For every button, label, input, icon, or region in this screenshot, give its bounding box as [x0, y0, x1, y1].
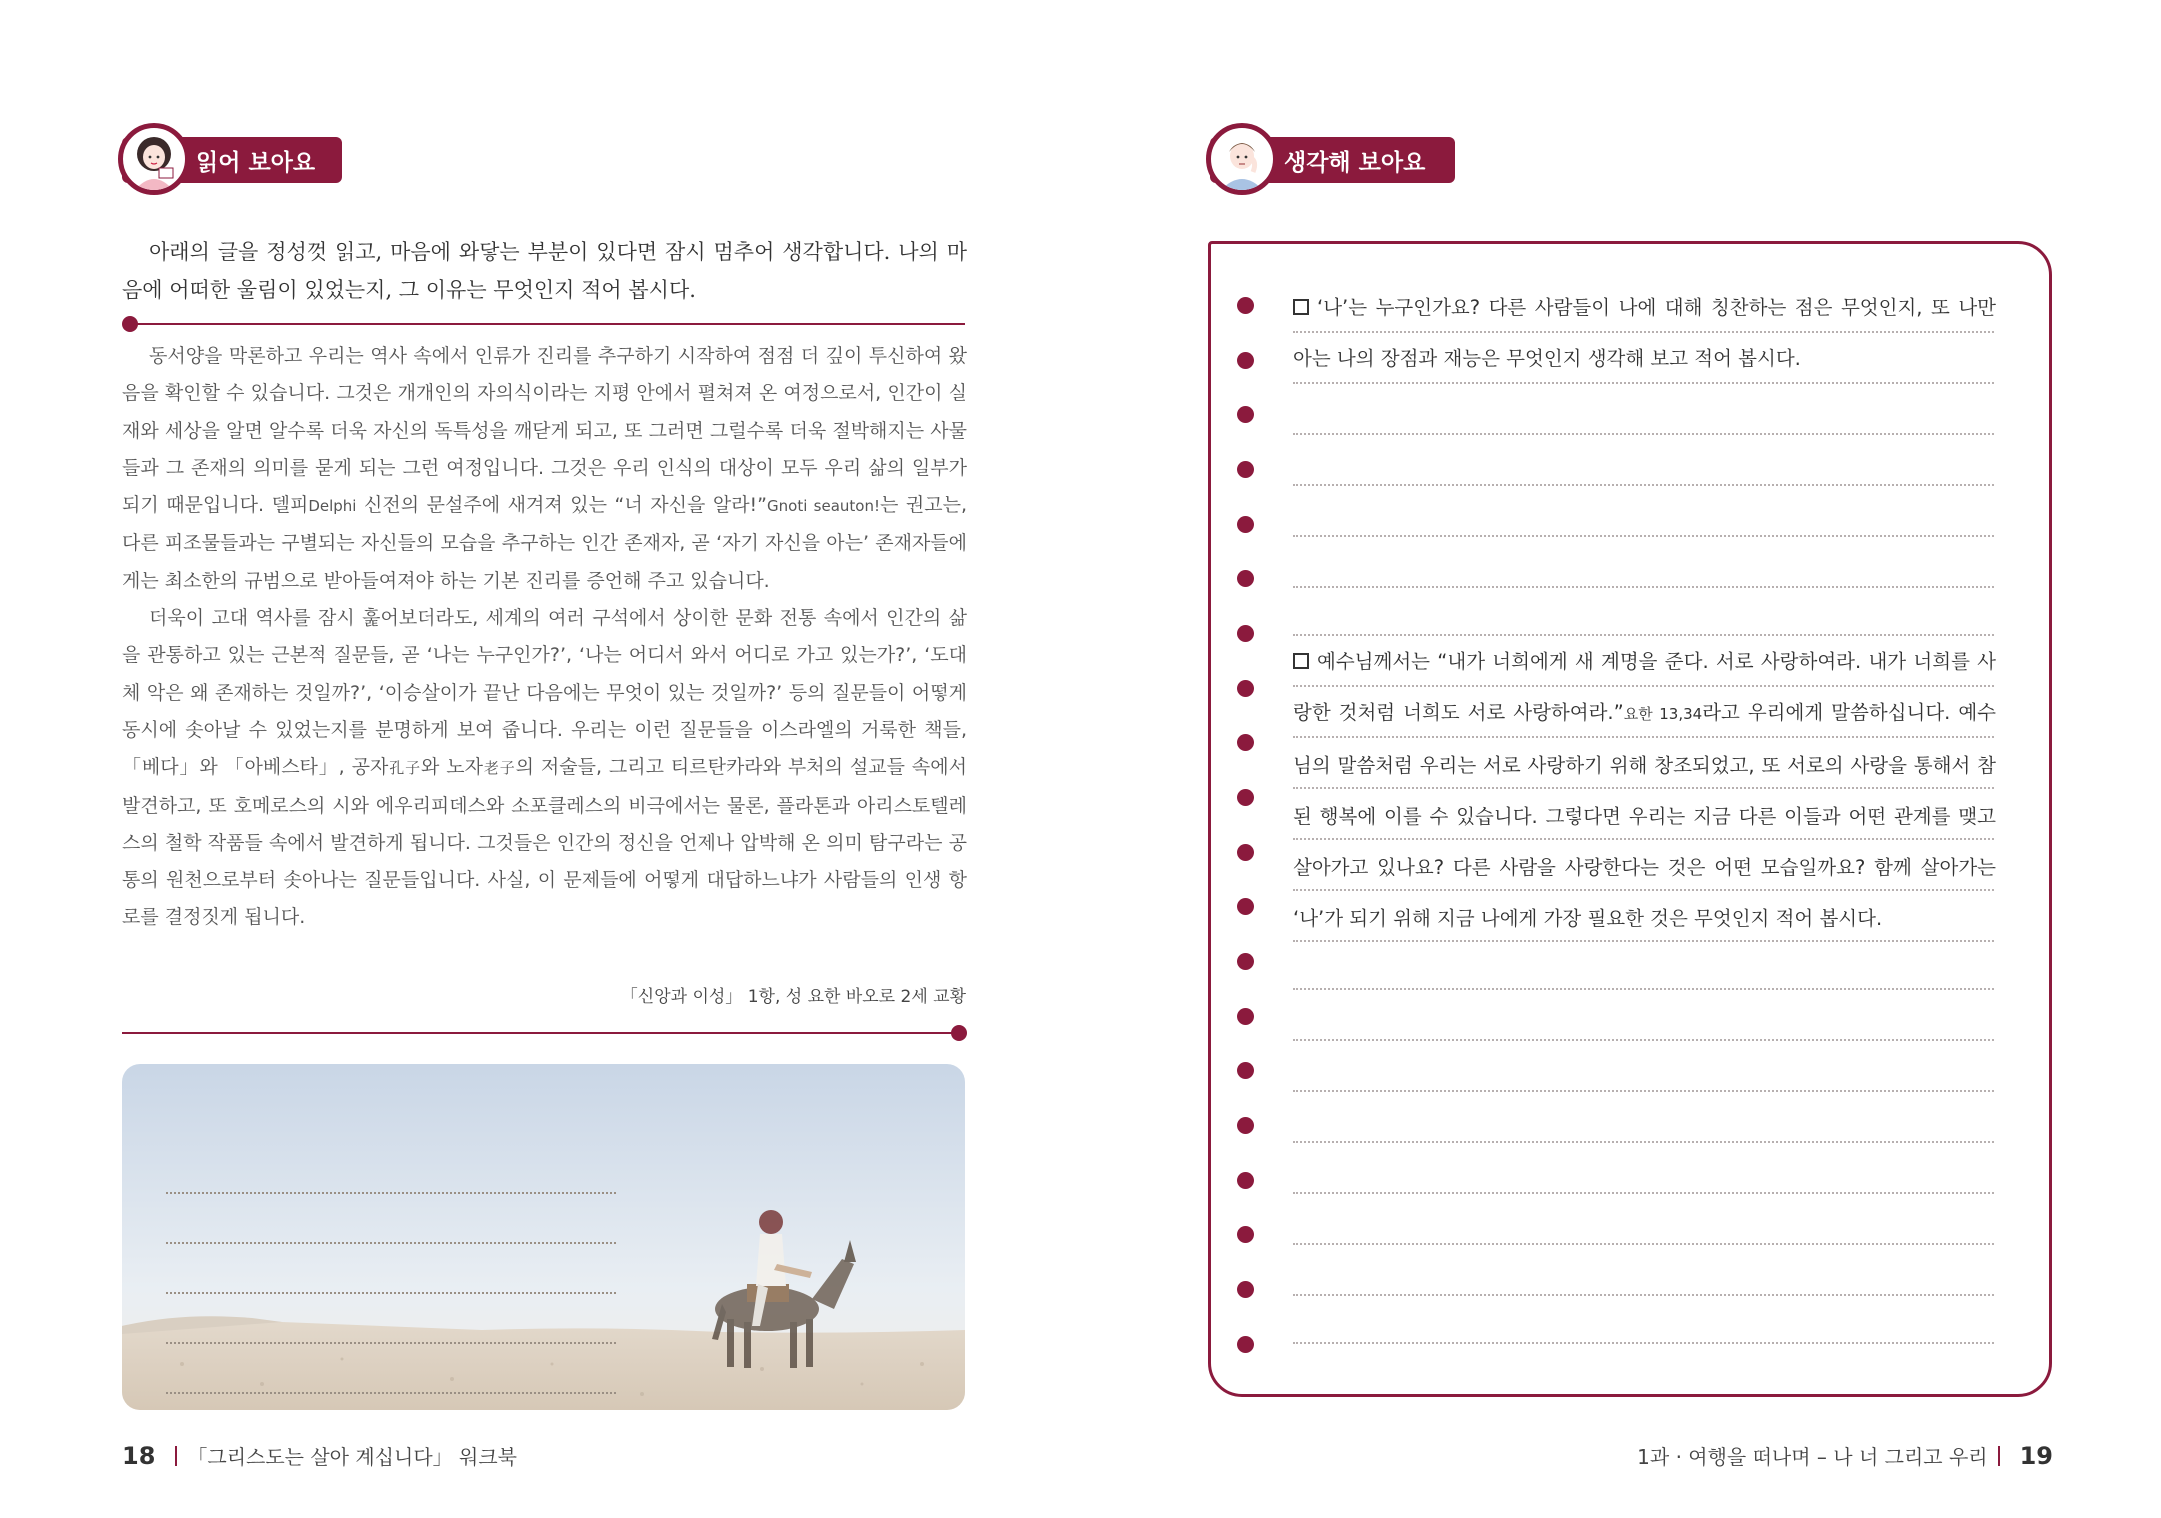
ring-dot — [1237, 570, 1254, 587]
writing-line[interactable] — [1293, 1342, 1994, 1344]
passage-paragraph-2: 더욱이 고대 역사를 잠시 훑어보더라도, 세계의 여러 구석에서 상이한 문화 전통 속에서 인간의 삶을 관통하고 있는 근본적 질문들, 곧 ‘나는 누구인가?’, ‘나는 어디서 와서 어디로 가고 있는가?’, ‘도대체 악은 왜 존재하는 것일까?’, ‘이승살이가 끝난 다음에는 무엇이 있는 것일까?’ 등의 질문들이 어떻게 동시에 솟아날 수 있었는지를 분명하게 보여 줍니다. 우리는 이런 질문들을 이스라엘의 거룩한 책들, 「베다」와 「아베스타」, 공자孔子와 노자老子의 저술들, 그리고 티르탄카라와 부처의 설교들 속에서 발견하고, 또 호메로스의 시와 에우리피데스와 소포클레스의 비극에서는 물론, 플라톤과 아리스토텔레스의 철학 작품들 속에서 발견하게 됩니다. 그것들은 인간의 정신을 언제나 압박해 온 의미 탐구라는 공통의 원천으로부터 솟아나는 질문들입니다. 사실, 이 문제들에 어떻게 대답하느냐가 사람들의 인생 항로를 결정짓게 됩니다. — [122, 607, 967, 929]
reading-passage — [122, 338, 967, 937]
ring-dot — [1237, 352, 1254, 369]
writing-line[interactable] — [1293, 1090, 1994, 1092]
question-2: 예수님께서는 “내가 너희에게 새 계명을 준다. 서로 사랑하여라. 내가 너희를 사랑한 것처럼 너희도 서로 사랑하여라.”요한 13,34라고 우리에게 말씀하십니다. 예수님의 말씀처럼 우리는 서로 사랑하기 위해 창조되었고, 또 서로의 사랑을 통해서 참된 행복에 이를 수 있습니다. 그렇다면 우리는 지금 다른 이들과 어떤 관계를 맺고 살아가고 있나요? 다른 사람을 사랑한다는 것은 어떤 모습일까요? 함께 살아가는 ‘나’가 되기 위해 지금 나에게 가장 필요한 것은 무엇인지 적어 봅시다. — [1293, 650, 1996, 930]
left-footer-title: 「그리스도는 살아 계십니다」 워크북 — [187, 1445, 517, 1469]
ring-dot — [1237, 406, 1254, 423]
reading-girl-avatar-icon — [118, 123, 190, 195]
checkbox-icon — [1293, 299, 1309, 315]
ring-dot — [1237, 1117, 1254, 1134]
writing-line[interactable] — [1293, 1243, 1994, 1245]
passage-source: 「신앙과 이성」 1항, 성 요한 바오로 2세 교황 — [620, 987, 966, 1007]
bottom-divider — [122, 1032, 957, 1034]
ring-dot — [1237, 1336, 1254, 1353]
ring-dot — [1237, 1008, 1254, 1025]
left-page-number: 18 — [122, 1441, 156, 1470]
passage-paragraph-1: 동서양을 막론하고 우리는 역사 속에서 인류가 진리를 추구하기 시작하여 점점 더 깊이 투신하여 왔음을 확인할 수 있습니다. 그것은 개개인의 자의식이라는 지평 안에서 펼쳐져 온 여정으로서, 인간이 실재와 세상을 알면 알수록 더욱 자신의 독특성을 깨닫게 되고, 또 그러면 그럴수록 더욱 절박해지는 사물들과 그 존재의 의미를 묻게 되는 그런 여정입니다. 그것은 우리 인식의 대상이 모두 우리 삶의 일부가 되기 때문입니다. 델피Delphi 신전의 문설주에 새겨져 있는 “너 자신을 알라!”Gnoti seauton!는 권고는, 다른 피조물들과는 구별되는 자신들의 모습을 추구하는 인간 존재자, 곧 ‘자기 자신을 아는’ 존재자들에게는 최소한의 규범으로 받아들여져야 하는 기본 진리를 증언해 주고 있습니다. — [122, 345, 968, 592]
right-page-number: 19 — [2019, 1441, 2053, 1470]
thinking-boy-avatar-icon — [1206, 123, 1278, 195]
writing-line[interactable] — [1293, 1294, 1994, 1296]
photo-writing-line[interactable] — [166, 1344, 616, 1394]
ring-dot — [1237, 461, 1254, 478]
right-footer — [1637, 1441, 2053, 1470]
writing-line[interactable] — [1293, 535, 1994, 537]
photo-writing-lines — [166, 1144, 616, 1394]
writing-line[interactable] — [1293, 484, 1994, 486]
ring-dot — [1237, 953, 1254, 970]
ring-dot — [1237, 1281, 1254, 1298]
top-divider — [130, 323, 965, 325]
ring-dot — [1237, 898, 1254, 915]
think-section-label: 생각해 보아요 — [1284, 149, 1426, 176]
photo-writing-line[interactable] — [166, 1194, 616, 1244]
ring-dot — [1237, 1062, 1254, 1079]
writing-line[interactable] — [1293, 1039, 1994, 1041]
writing-line[interactable] — [1293, 433, 1994, 435]
footer-separator — [1998, 1446, 2000, 1466]
ring-dot — [1237, 625, 1254, 642]
ring-dot — [1237, 680, 1254, 697]
writing-line[interactable] — [1293, 586, 1994, 588]
question-1: ‘나’는 누구인가요? 다른 사람들이 나에 대해 칭찬하는 점은 무엇인지, 또 나만 아는 나의 장점과 재능은 무엇인지 생각해 보고 적어 봅시다. — [1293, 296, 1996, 370]
photo-writing-line[interactable] — [166, 1144, 616, 1194]
photo-writing-line[interactable] — [166, 1244, 616, 1294]
top-divider-dot — [122, 316, 138, 332]
ring-dot — [1237, 297, 1254, 314]
ring-dot — [1237, 516, 1254, 533]
photo-writing-line[interactable] — [166, 1294, 616, 1344]
bottom-divider-dot — [951, 1025, 967, 1041]
ring-dot — [1237, 1172, 1254, 1189]
writing-line[interactable] — [1293, 1141, 1994, 1143]
ring-dot — [1237, 1226, 1254, 1243]
ring-dot — [1237, 844, 1254, 861]
desert-donkey-photo — [122, 1064, 965, 1410]
checkbox-icon — [1293, 653, 1309, 669]
left-footer — [122, 1441, 517, 1470]
writing-line[interactable] — [1293, 1192, 1994, 1194]
read-section-label: 읽어 보아요 — [196, 149, 316, 176]
footer-separator — [175, 1446, 177, 1466]
writing-line[interactable] — [1293, 988, 1994, 990]
ring-dot — [1237, 734, 1254, 751]
ring-dot — [1237, 789, 1254, 806]
right-footer-title: 1과 · 여행을 떠나며 – 나 너 그리고 우리 — [1637, 1445, 1988, 1469]
reading-instruction: 아래의 글을 정성껏 읽고, 마음에 와닿는 부분이 있다면 잠시 멈추어 생각합니다. 나의 마음에 어떠한 울림이 있었는지, 그 이유는 무엇인지 적어 봅시다. — [122, 240, 967, 302]
